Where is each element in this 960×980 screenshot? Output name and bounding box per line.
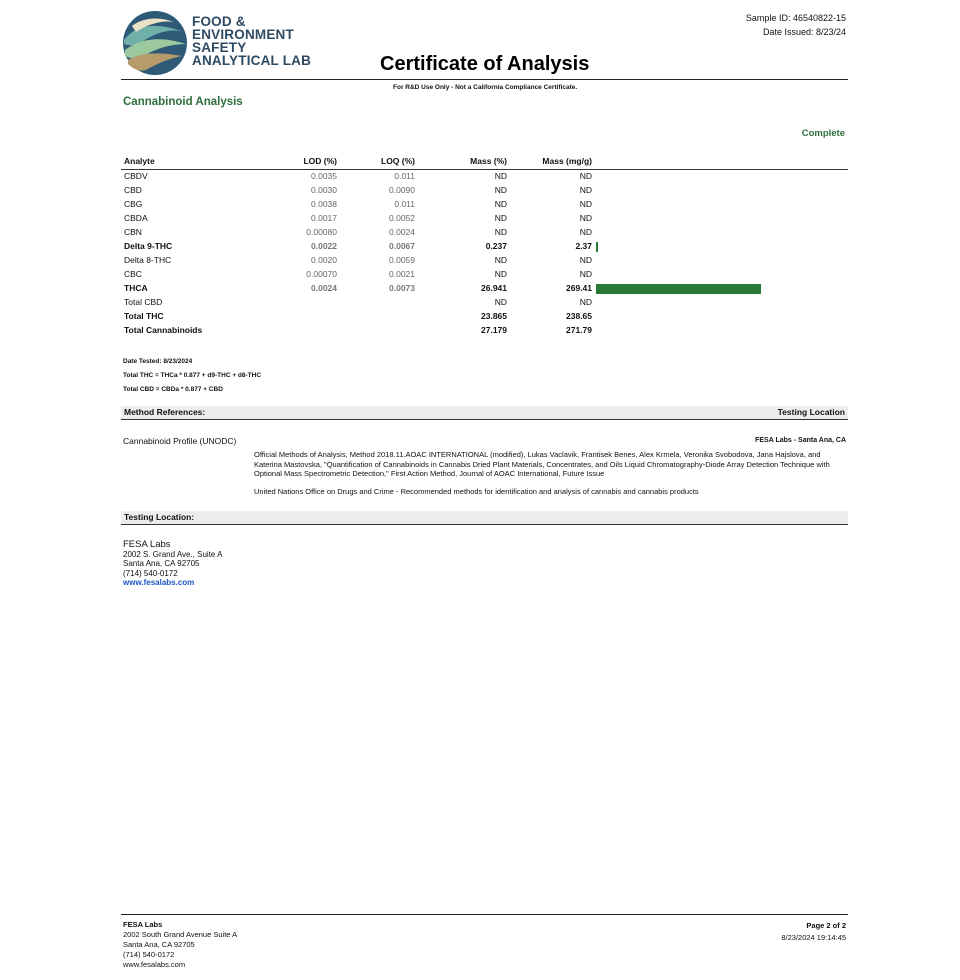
date-tested: Date Tested: 8/23/2024 bbox=[123, 358, 193, 365]
cell-mass-mg: 269.41 bbox=[566, 283, 592, 293]
table-row bbox=[121, 324, 848, 338]
cell-loq: 0.0021 bbox=[389, 269, 415, 279]
date-issued: Date Issued: 8/23/24 bbox=[762, 27, 846, 37]
testing-location-header-label: Testing Location: bbox=[124, 512, 195, 522]
total-thc-formula: Total THC = THCa * 0.877 + d9-THC + d8-THC bbox=[123, 372, 262, 379]
testing-location-block bbox=[123, 540, 222, 588]
cell-lod: 0.0022 bbox=[311, 241, 337, 251]
cell-mass-pct: ND bbox=[494, 269, 507, 279]
header-lod: LOD (%) bbox=[303, 156, 337, 166]
testing-location-label: Testing Location bbox=[777, 407, 845, 417]
table-row bbox=[121, 184, 848, 198]
logo-line: FOOD & bbox=[192, 14, 246, 29]
page-title: Certificate of Analysis bbox=[380, 53, 590, 75]
table-header bbox=[121, 156, 848, 170]
cell-mass-mg: 238.65 bbox=[566, 311, 592, 321]
cell-analyte: Delta 9-THC bbox=[124, 241, 173, 251]
cell-mass-pct: ND bbox=[494, 227, 507, 237]
lab-name: FESA Labs bbox=[123, 539, 171, 550]
table-row bbox=[121, 282, 848, 296]
cell-analyte: CBC bbox=[124, 269, 142, 279]
status-badge: Complete bbox=[801, 128, 845, 139]
footer-divider bbox=[121, 914, 848, 915]
lab-website-link[interactable]: www.fesalabs.com bbox=[123, 578, 195, 587]
cell-mass-pct: ND bbox=[494, 171, 507, 181]
cell-mass-mg: ND bbox=[579, 171, 592, 181]
cell-mass-pct: ND bbox=[494, 185, 507, 195]
cell-loq: 0.0059 bbox=[389, 255, 415, 265]
cell-mass-mg: ND bbox=[579, 213, 592, 223]
method-location: FESA Labs - Santa Ana, CA bbox=[755, 437, 846, 444]
lab-address-line: 2002 S. Grand Ave., Suite A bbox=[123, 549, 223, 559]
header-loq: LOQ (%) bbox=[381, 156, 415, 166]
mass-bar bbox=[596, 242, 598, 252]
table-row bbox=[121, 170, 848, 184]
method-references-label: Method References: bbox=[124, 407, 206, 417]
mass-bar bbox=[596, 284, 761, 294]
table-row bbox=[121, 212, 848, 226]
cell-loq: 0.0090 bbox=[389, 185, 415, 195]
cell-loq: 0.0052 bbox=[389, 213, 415, 223]
cell-analyte: Total CBD bbox=[124, 297, 163, 307]
cell-lod: 0.00080 bbox=[306, 227, 337, 237]
cell-analyte: Total THC bbox=[124, 311, 164, 321]
header-analyte: Analyte bbox=[124, 156, 155, 166]
testing-location-header bbox=[121, 511, 848, 525]
cell-analyte: THCA bbox=[124, 283, 148, 293]
results-table bbox=[121, 170, 848, 338]
lab-logo-text bbox=[192, 15, 311, 67]
footer-lab-name: FESA Labs bbox=[123, 920, 163, 929]
footer-page-info bbox=[781, 920, 846, 944]
total-cbd-formula: Total CBD = CBDa * 0.877 + CBD bbox=[123, 386, 223, 393]
footer-address-line: Santa Ana, CA 92705 bbox=[123, 940, 195, 949]
cell-loq: 0.011 bbox=[394, 171, 415, 181]
cell-mass-mg: ND bbox=[579, 227, 592, 237]
cell-analyte: Delta 8-THC bbox=[124, 255, 172, 265]
sample-id: Sample ID: 46540822-15 bbox=[745, 13, 846, 23]
cell-lod: 0.0030 bbox=[311, 185, 337, 195]
cell-mass-pct: ND bbox=[494, 199, 507, 209]
disclaimer: For R&D Use Only - Not a California Compliance Certificate. bbox=[393, 84, 578, 91]
cell-mass-mg: 271.79 bbox=[566, 325, 592, 335]
logo-line: SAFETY bbox=[192, 40, 247, 55]
method-references-header bbox=[121, 406, 848, 420]
method-reference: Official Methods of Analysis, Method 2018.11.AOAC INTERNATIONAL (modified), Lukas Vaclavik, Frantisek Benes, Alex Krmela, Veronika Svobodova, Jana Hajslova, and Katerina Mastovska, "Quantification of Cannabinoids in Cannabis Dried Plant Materials, Concentrates, and Oils Liquid Chromatography-Diode Array Detection Technique with Optional Mass Spectrometric Detection," First Action Method, Journal of AOAC International, Future Issue bbox=[254, 450, 830, 478]
cell-lod: 0.0024 bbox=[311, 283, 337, 293]
lab-phone: (714) 540-0172 bbox=[123, 568, 178, 578]
cell-analyte: CBDA bbox=[124, 213, 148, 223]
cell-mass-mg: ND bbox=[579, 199, 592, 209]
footer-timestamp: 8/23/2024 19:14:45 bbox=[781, 933, 846, 942]
cell-lod: 0.00070 bbox=[306, 269, 337, 279]
method-name: Cannabinoid Profile (UNODC) bbox=[123, 436, 237, 446]
table-row bbox=[121, 240, 848, 254]
cell-loq: 0.0067 bbox=[389, 241, 415, 251]
cell-mass-pct: ND bbox=[494, 297, 507, 307]
cell-mass-mg: 2.37 bbox=[575, 241, 592, 251]
header-mass-mg: Mass (mg/g) bbox=[542, 156, 592, 166]
table-row bbox=[121, 296, 848, 310]
cell-lod: 0.0020 bbox=[311, 255, 337, 265]
cell-loq: 0.0073 bbox=[389, 283, 415, 293]
cell-lod: 0.0035 bbox=[311, 171, 337, 181]
header-mass-pct: Mass (%) bbox=[470, 156, 507, 166]
cell-mass-pct: 0.237 bbox=[485, 241, 507, 251]
logo-line: ANALYTICAL LAB bbox=[192, 53, 312, 68]
cell-mass-pct: ND bbox=[494, 213, 507, 223]
page-number: Page 2 of 2 bbox=[806, 921, 846, 930]
cell-mass-pct: 27.179 bbox=[481, 325, 507, 335]
table-row bbox=[121, 254, 848, 268]
cell-analyte: CBN bbox=[124, 227, 142, 237]
footer-website: www.fesalabs.com bbox=[123, 960, 186, 969]
cell-lod: 0.0017 bbox=[311, 213, 337, 223]
cell-loq: 0.011 bbox=[394, 199, 415, 209]
section-title: Cannabinoid Analysis bbox=[123, 96, 243, 108]
table-row bbox=[121, 310, 848, 324]
cell-analyte: CBG bbox=[124, 199, 143, 209]
cell-loq: 0.0024 bbox=[389, 227, 415, 237]
table-row bbox=[121, 198, 848, 212]
cell-analyte: CBDV bbox=[124, 171, 148, 181]
cell-mass-pct: 26.941 bbox=[481, 283, 507, 293]
logo-line: ENVIRONMENT bbox=[192, 27, 294, 42]
footer-phone: (714) 540-0172 bbox=[123, 950, 175, 959]
cell-analyte: Total Cannabinoids bbox=[124, 325, 203, 335]
table-row bbox=[121, 268, 848, 282]
cell-mass-mg: ND bbox=[579, 269, 592, 279]
footer-address-line: 2002 South Grand Avenue Suite A bbox=[123, 930, 238, 939]
sample-meta bbox=[746, 11, 846, 39]
cell-lod: 0.0038 bbox=[311, 199, 337, 209]
lab-logo-mark-icon bbox=[122, 10, 188, 76]
calculation-notes bbox=[123, 355, 261, 397]
divider bbox=[121, 79, 848, 80]
cell-mass-mg: ND bbox=[579, 185, 592, 195]
cell-mass-mg: ND bbox=[579, 255, 592, 265]
cell-mass-pct: 23.865 bbox=[481, 311, 507, 321]
lab-address-line: Santa Ana, CA 92705 bbox=[123, 559, 200, 568]
method-reference: United Nations Office on Drugs and Crime - Recommended methods for identification and analysis of cannabis and cannabis products bbox=[254, 487, 699, 496]
cell-mass-mg: ND bbox=[579, 297, 592, 307]
table-row bbox=[121, 226, 848, 240]
cell-analyte: CBD bbox=[124, 185, 142, 195]
cell-mass-pct: ND bbox=[494, 255, 507, 265]
footer-address bbox=[123, 920, 237, 970]
